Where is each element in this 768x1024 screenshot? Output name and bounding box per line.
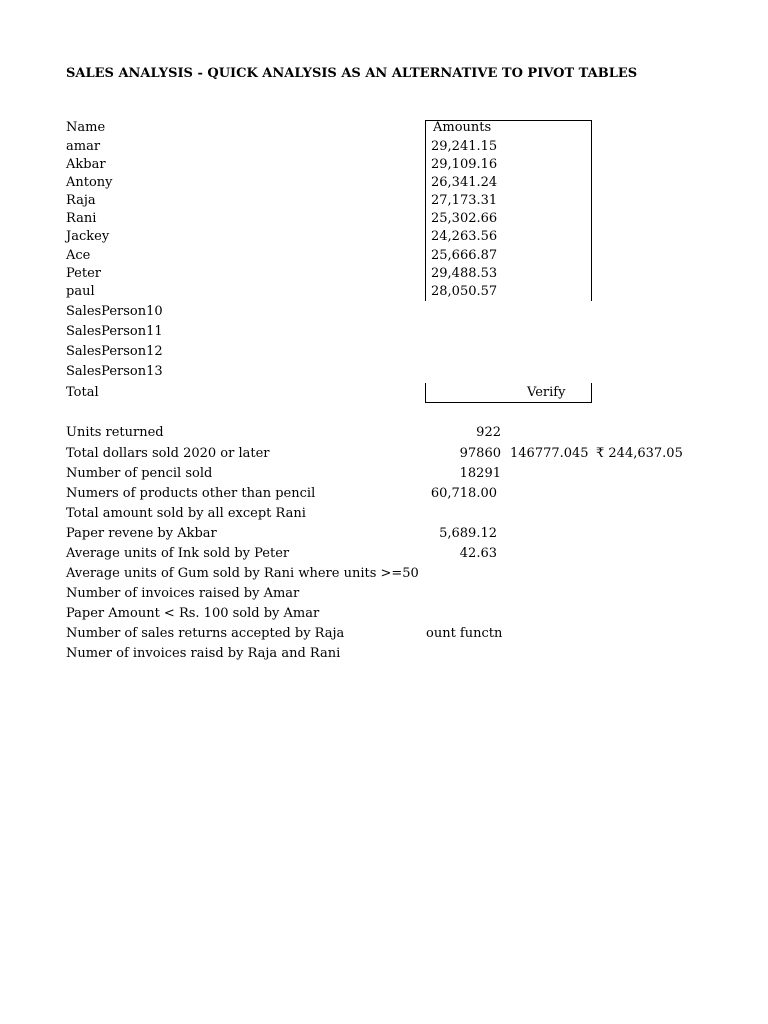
- table-row-name: Raja: [66, 193, 96, 208]
- analysis-label: Number of sales returns accepted by Raja: [66, 626, 345, 641]
- analysis-rupee-value: ₹ 244,637.05: [596, 446, 683, 461]
- analysis-value: ount functn: [426, 626, 503, 641]
- analysis-label: Paper Amount < Rs. 100 sold by Amar: [66, 606, 320, 621]
- table-row-name: Akbar: [66, 157, 106, 172]
- table-row-name: SalesPerson13: [66, 364, 163, 379]
- table-row-name: SalesPerson10: [66, 304, 163, 319]
- analysis-label: Total dollars sold 2020 or later: [66, 446, 270, 461]
- analysis-value: 18291: [459, 466, 501, 481]
- table-row-amount: 27,173.31: [431, 193, 498, 208]
- table-row-amount: 25,302.66: [431, 211, 498, 226]
- table-row-amount: 29,109.16: [431, 157, 498, 172]
- name-header: Name: [66, 120, 106, 135]
- analysis-value: 922: [476, 425, 501, 440]
- table-row-amount: 25,666.87: [431, 248, 498, 263]
- amounts-header: Amounts: [433, 120, 492, 135]
- analysis-value: 5,689.12: [439, 526, 497, 541]
- analysis-value: 60,718.00: [430, 486, 497, 501]
- table-row-amount: 26,341.24: [431, 175, 498, 190]
- analysis-label: Average units of Ink sold by Peter: [66, 546, 290, 561]
- analysis-label: Number of pencil sold: [66, 466, 213, 481]
- analysis-label: Units returned: [66, 425, 164, 440]
- total-label: Total: [66, 385, 99, 400]
- table-row-amount: 29,488.53: [431, 266, 498, 281]
- table-row-amount: 24,263.56: [431, 229, 498, 244]
- table-row-name: amar: [66, 139, 101, 154]
- analysis-label: Paper revene by Akbar: [66, 526, 217, 541]
- verify-label: Verify: [527, 385, 566, 400]
- analysis-extra-value: 146777.045: [510, 446, 589, 461]
- analysis-label: Number of invoices raised by Amar: [66, 586, 300, 601]
- analysis-label: Numer of invoices raisd by Raja and Rani: [66, 646, 341, 661]
- table-row-name: SalesPerson11: [66, 324, 163, 339]
- table-row-name: SalesPerson12: [66, 344, 163, 359]
- analysis-label: Numers of products other than pencil: [66, 486, 316, 501]
- analysis-label: Average units of Gum sold by Rani where units >=50: [66, 566, 419, 581]
- table-row-amount: 29,241.15: [431, 139, 498, 154]
- analysis-label: Total amount sold by all except Rani: [66, 506, 306, 521]
- page-title: SALES ANALYSIS - QUICK ANALYSIS AS AN ALTERNATIVE TO PIVOT TABLES: [66, 66, 638, 81]
- table-row-name: paul: [66, 284, 95, 299]
- total-box: [425, 383, 592, 403]
- table-row-name: Rani: [66, 211, 97, 226]
- analysis-value: 42.63: [459, 546, 497, 561]
- table-row-name: Ace: [66, 248, 91, 263]
- table-row-name: Peter: [66, 266, 101, 281]
- table-row-name: Antony: [66, 175, 113, 190]
- analysis-value: 97860: [459, 446, 501, 461]
- table-row-amount: 28,050.57: [431, 284, 498, 299]
- table-row-name: Jackey: [66, 229, 110, 244]
